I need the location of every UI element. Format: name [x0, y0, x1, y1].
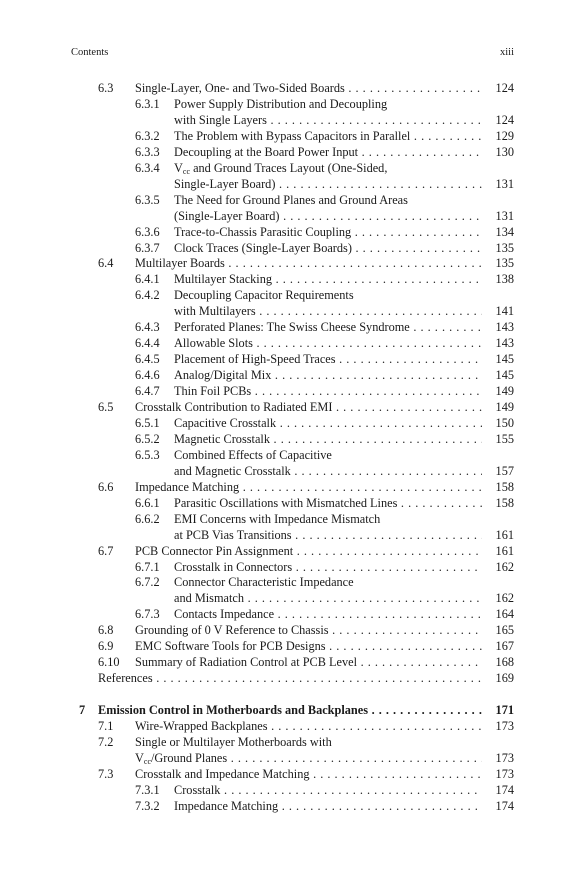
- toc-entry-page: 174: [495, 782, 514, 797]
- toc-entry-page: 145: [495, 352, 514, 367]
- toc-entry-title: Magnetic Crosstalk . . .: [174, 431, 482, 447]
- toc-entry[interactable]: [0, 750, 586, 766]
- toc-entry-page: 141: [495, 304, 514, 319]
- toc-entry-number: 6.4.7: [135, 384, 160, 399]
- toc-entry-title: Emission Control in Motherboards and Backplanes . . .: [98, 702, 482, 718]
- toc-entry-number: 6.8: [98, 623, 114, 638]
- toc-entry-title: (Single-Layer Board) . . .: [174, 208, 482, 224]
- toc-entry-number: 6.10: [98, 655, 120, 670]
- toc-entry[interactable]: [0, 287, 586, 303]
- toc-entry-page: 135: [495, 256, 514, 271]
- toc-entry-number: 7.2: [98, 734, 114, 749]
- toc-entry-number: 6.3.1: [135, 96, 160, 111]
- toc-entry-title: Trace-to-Chassis Parasitic Coupling . . .: [174, 224, 482, 240]
- toc-entry-title: at PCB Vias Transitions . . .: [174, 527, 482, 543]
- toc-entry-number: 6.5.2: [135, 431, 160, 446]
- toc-entry-title: Wire-Wrapped Backplanes . . .: [135, 718, 482, 734]
- toc-entry-page: 124: [495, 112, 514, 127]
- toc-entry-page: 158: [495, 479, 514, 494]
- toc-entry-page: 164: [495, 607, 514, 622]
- toc-entry[interactable]: [0, 335, 586, 351]
- toc-entry-title: The Problem with Bypass Capacitors in Parallel . . .: [174, 128, 482, 144]
- toc-entry[interactable]: [0, 606, 586, 622]
- toc-entry[interactable]: [0, 80, 586, 96]
- toc-entry-page: 173: [495, 719, 514, 733]
- toc-entry-number: 6.7.3: [135, 607, 160, 622]
- toc-entry-number: 6.4.6: [135, 368, 160, 383]
- toc-entry-number: 6.3.6: [135, 224, 160, 239]
- toc-entry-page: 174: [495, 798, 514, 813]
- toc-entry[interactable]: [0, 654, 586, 670]
- toc-entry-title: Placement of High-Speed Traces . . .: [174, 351, 482, 367]
- toc-entry[interactable]: [0, 399, 586, 415]
- toc-entry[interactable]: [0, 160, 586, 176]
- toc-entry[interactable]: [0, 702, 586, 718]
- toc-entry-title: Crosstalk Contribution to Radiated EMI . . .: [135, 399, 482, 415]
- toc-entry-page: 130: [495, 144, 514, 159]
- toc-entry-number: 6.3.7: [135, 240, 160, 255]
- toc-entry-title: $V_{cc}$ and Ground Traces Layout (One-Sided,: [174, 160, 388, 176]
- toc-entry-title: Contacts Impedance . . .: [174, 606, 482, 622]
- toc-entry[interactable]: [0, 734, 586, 750]
- toc-entry-title: EMI Concerns with Impedance Mismatch: [174, 511, 381, 526]
- toc-entry-number: 6.6.1: [135, 495, 160, 510]
- toc-entry[interactable]: [0, 208, 586, 224]
- toc-entry-number: 6.3.2: [135, 128, 160, 143]
- toc-entry-number: 6.6: [98, 479, 114, 494]
- toc-entry-number: 6.4.1: [135, 272, 160, 287]
- toc-entry[interactable]: [0, 798, 586, 814]
- toc-entry[interactable]: [0, 224, 586, 240]
- toc-entry-number: 6.3: [98, 81, 114, 95]
- toc-entry-page: 131: [495, 176, 514, 191]
- toc-spacer: [0, 686, 586, 702]
- toc-entry-page: 157: [495, 463, 514, 478]
- toc-entry-title: Decoupling Capacitor Requirements: [174, 288, 354, 303]
- toc-entry[interactable]: [0, 463, 586, 479]
- toc-entry[interactable]: [0, 622, 586, 638]
- toc-entry-page: 155: [495, 431, 514, 446]
- toc-entry[interactable]: [0, 415, 586, 431]
- toc-entry-page: 173: [495, 750, 514, 765]
- toc-entry[interactable]: [0, 527, 586, 543]
- toc-entry-title: Crosstalk in Connectors . . .: [174, 559, 482, 575]
- toc-entry-title: and Magnetic Crosstalk . . .: [174, 463, 482, 479]
- toc-entry-page: 149: [495, 384, 514, 399]
- toc-entry-page: 150: [495, 415, 514, 430]
- toc-entry-page: 131: [495, 208, 514, 223]
- toc-entry[interactable]: [0, 559, 586, 575]
- toc-entry-page: 135: [495, 240, 514, 255]
- toc-entry-number: 6.4: [98, 256, 114, 271]
- toc-entry-title: Single-Layer, One- and Two-Sided Boards . . .: [135, 80, 482, 96]
- toc-entry-title: Crosstalk . . .: [174, 782, 482, 798]
- toc-entry-number: 6.9: [98, 639, 114, 654]
- toc-entry-page: 162: [495, 559, 514, 574]
- toc-entry-page: 161: [495, 527, 514, 542]
- toc-entry[interactable]: [0, 112, 586, 128]
- toc-entry-number: 6.7.2: [135, 575, 160, 590]
- toc-entry-title: Combined Effects of Capacitive: [174, 447, 332, 462]
- toc-entry[interactable]: [0, 240, 586, 256]
- toc-entry-title: Power Supply Distribution and Decoupling: [174, 96, 388, 111]
- toc-entry-page: 134: [495, 224, 514, 239]
- toc-entry-title: Grounding of 0 V Reference to Chassis . . .: [135, 622, 482, 638]
- toc-entry[interactable]: [0, 782, 586, 798]
- toc-entry[interactable]: [0, 271, 586, 287]
- running-header: [71, 47, 514, 61]
- toc-entry-title: Perforated Planes: The Swiss Cheese Syndrome . . .: [174, 319, 482, 335]
- toc-entry-page: 173: [495, 766, 514, 781]
- toc-entry[interactable]: [0, 543, 586, 559]
- toc-entry-number: 6.5.3: [135, 447, 160, 462]
- toc-entry-number: 6.4.3: [135, 320, 160, 335]
- toc-entry[interactable]: [0, 766, 586, 782]
- toc-entry-page: 165: [495, 623, 514, 638]
- toc-entry-page: 168: [495, 655, 514, 670]
- toc-entry[interactable]: [0, 351, 586, 367]
- toc-entry[interactable]: [0, 255, 586, 271]
- toc-entry-number: 6.4.5: [135, 352, 160, 367]
- toc-entry-page: 138: [495, 272, 514, 287]
- toc-entry[interactable]: [0, 144, 586, 160]
- toc-entry-page: 145: [495, 368, 514, 383]
- toc-entry-number: 6.7: [98, 543, 114, 558]
- toc-entry[interactable]: [0, 670, 586, 686]
- toc-entry-title: Connector Characteristic Impedance: [174, 575, 354, 590]
- toc-entry[interactable]: [0, 718, 586, 734]
- toc-entry-page: 162: [495, 591, 514, 606]
- toc-entry-page: 167: [495, 639, 514, 654]
- toc-entry-title: Thin Foil PCBs . . .: [174, 383, 482, 399]
- toc-entry[interactable]: [0, 192, 586, 208]
- toc-entry[interactable]: [0, 574, 586, 590]
- toc-entry[interactable]: [0, 479, 586, 495]
- toc-entry[interactable]: [0, 96, 586, 112]
- toc-entry[interactable]: [0, 447, 586, 463]
- toc-entry-number: 6.7.1: [135, 559, 160, 574]
- toc-entry-page: 129: [495, 128, 514, 143]
- toc-entry-number: 6.6.2: [135, 511, 160, 526]
- toc-entry[interactable]: [0, 590, 586, 606]
- toc-entry-page: 124: [495, 81, 514, 95]
- toc-entry[interactable]: [0, 495, 586, 511]
- toc-entry-page: 143: [495, 336, 514, 351]
- toc-entry-title: Multilayer Stacking . . .: [174, 271, 482, 287]
- toc-entry-page: 143: [495, 320, 514, 335]
- toc-entry-title: Impedance Matching . . .: [135, 479, 482, 495]
- toc-entry[interactable]: [0, 367, 586, 383]
- toc-entry-title: Multilayer Boards . . .: [135, 255, 482, 271]
- toc-entry-title: Decoupling at the Board Power Input . . .: [174, 144, 482, 160]
- toc-entry-number: 6.3.5: [135, 192, 160, 207]
- toc-entry-title: PCB Connector Pin Assignment . . .: [135, 543, 482, 559]
- toc-entry-title: Analog/Digital Mix . . .: [174, 367, 482, 383]
- toc-entry-title: Capacitive Crosstalk . . .: [174, 415, 482, 431]
- toc-entry-page: 161: [495, 543, 514, 558]
- toc-entry-title: Crosstalk and Impedance Matching . . .: [135, 766, 482, 782]
- toc-entry-title: Single-Layer Board) . . .: [174, 176, 482, 192]
- toc-entry[interactable]: [0, 176, 586, 192]
- toc-entry[interactable]: [0, 431, 586, 447]
- toc-entry-number: 6.4.2: [135, 288, 160, 303]
- toc-entry[interactable]: [0, 638, 586, 654]
- toc-entry-number: 6.3.3: [135, 144, 160, 159]
- toc-entry-title: with Single Layers . . .: [174, 112, 482, 128]
- toc-entry-number: 7.3.1: [135, 782, 160, 797]
- toc-entry-number: 7.3.2: [135, 798, 160, 813]
- toc-entry-page: 158: [495, 495, 514, 510]
- toc-entry-number: 7: [79, 703, 86, 718]
- toc-entry-page: 149: [495, 400, 514, 414]
- toc-entry[interactable]: [0, 128, 586, 144]
- toc-entry[interactable]: [0, 319, 586, 335]
- toc-entry-title: EMC Software Tools for PCB Designs . . .: [135, 638, 482, 654]
- toc-entry-title: Allowable Slots . . .: [174, 335, 482, 351]
- toc-entry-page: 169: [495, 671, 514, 686]
- toc-entry-title: The Need for Ground Planes and Ground Areas: [174, 192, 408, 207]
- toc-entry-number: 7.1: [98, 719, 114, 733]
- toc-entry-title: Parasitic Oscillations with Mismatched Lines . . .: [174, 495, 482, 511]
- toc-entry-title: Clock Traces (Single-Layer Boards) . . .: [174, 240, 482, 256]
- header-page-number: xiii: [499, 47, 514, 58]
- toc-entry[interactable]: [0, 511, 586, 527]
- toc-entry-title: and Mismatch . . .: [174, 590, 482, 606]
- toc-entry-number: 6.4.4: [135, 336, 160, 351]
- toc-entry-number: 6.5: [98, 400, 114, 414]
- header-section-title: Contents: [71, 47, 109, 58]
- toc-entry-page: 171: [495, 703, 514, 718]
- toc-entry-title: with Multilayers . . .: [174, 303, 482, 319]
- toc-entry-title: References . . .: [98, 670, 482, 686]
- toc-entry-number: 7.3: [98, 766, 114, 781]
- toc-entry-title: Single or Multilayer Motherboards with: [135, 734, 332, 749]
- toc-entry-title: $V_{cc}$/Ground Planes . . .: [135, 750, 482, 766]
- toc-entry-number: 6.5.1: [135, 415, 160, 430]
- toc-entry-number: 6.3.4: [135, 160, 160, 175]
- toc-entry[interactable]: [0, 383, 586, 399]
- toc-entry[interactable]: [0, 303, 586, 319]
- toc-entry-title: Impedance Matching . . .: [174, 798, 482, 814]
- toc-entry-title: Summary of Radiation Control at PCB Level . . .: [135, 654, 482, 670]
